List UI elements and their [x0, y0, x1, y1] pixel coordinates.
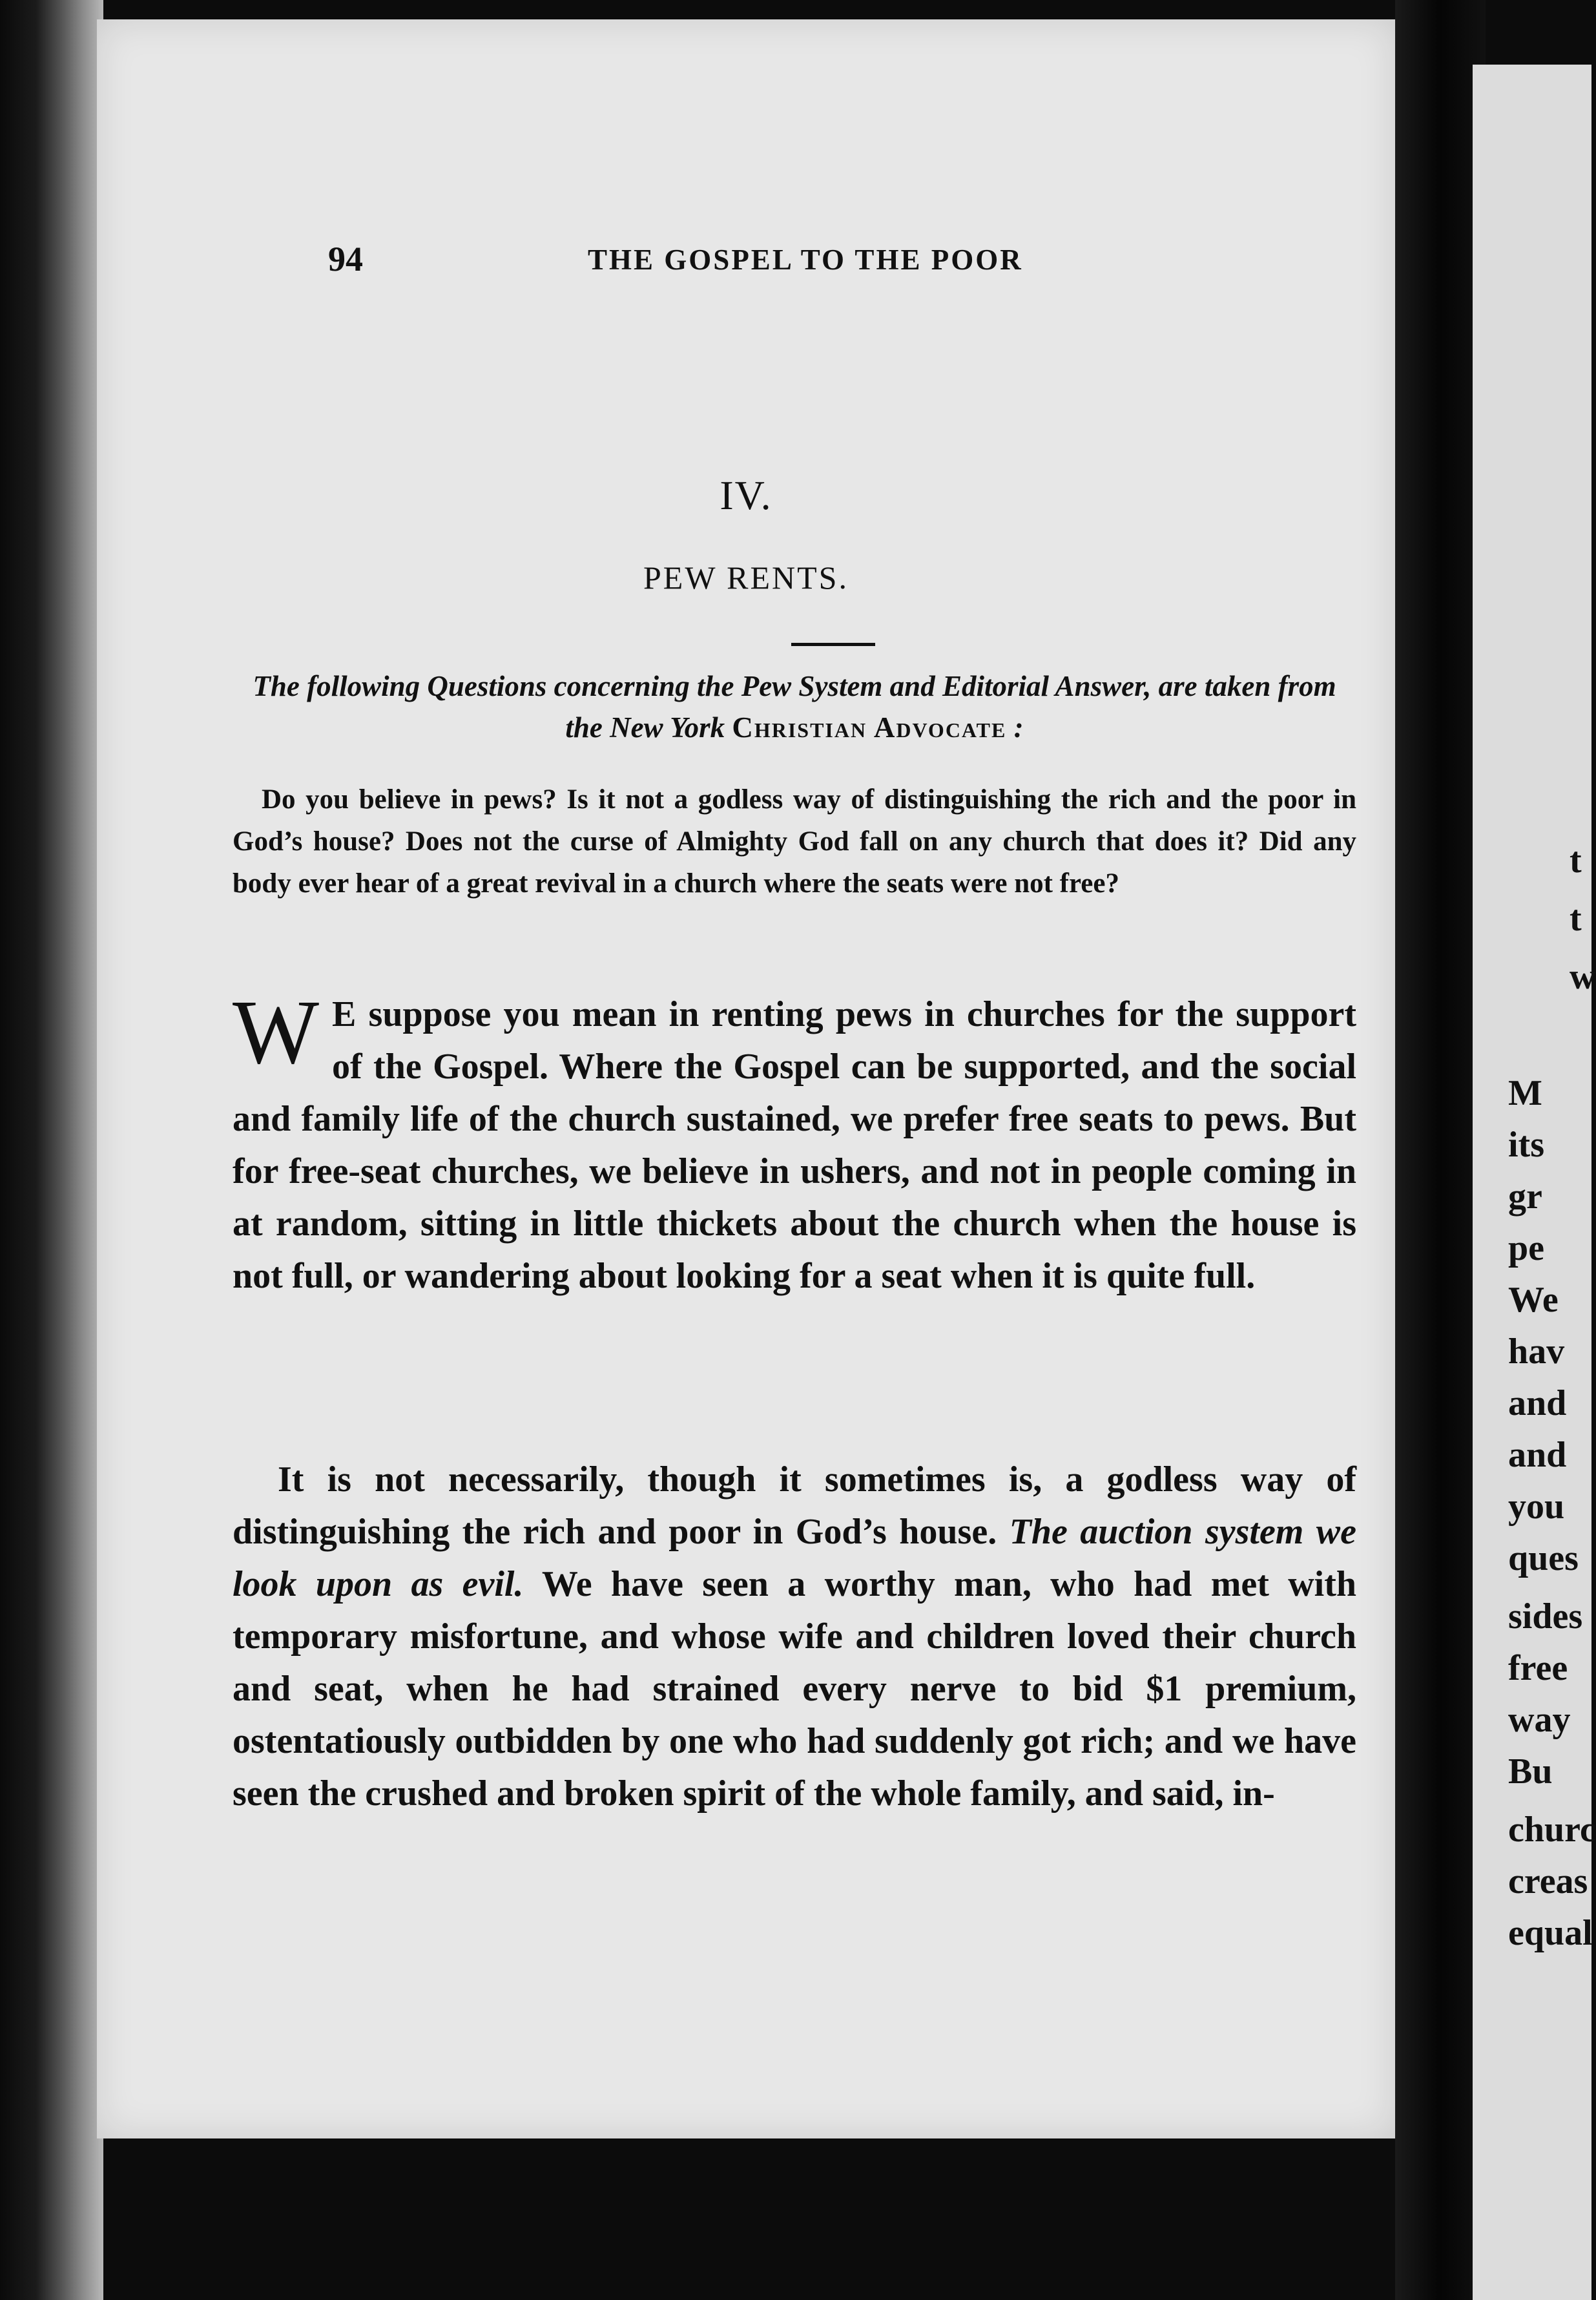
answer-paragraph-1-text: E suppose you mean in renting pews in churches for the support of the Gospel. Where the Gospel can be supported, and the social and family life of the church sustained, we prefer free seats to pews. But for free-seat churches, we believe in ushers, and not in people coming in at random, sitting in little thickets about the church when the house is not full, or wandering about looking for a seat when it is quite full.	[233, 994, 1356, 1296]
page-number: 94	[328, 240, 363, 278]
intro-suffix: :	[1006, 711, 1024, 744]
book-binding-edge	[0, 0, 103, 2300]
answer-paragraph-2-start: It is not necessarily, though it sometimes is, a godless way of distinguishing the rich and poor in God’s house.	[233, 1459, 1356, 1552]
answer-paragraph-2-italic: The auction system we look upon as evil.	[233, 1512, 1356, 1604]
running-title: THE GOSPEL TO THE POOR	[588, 244, 1023, 276]
facing-page-fragment: you	[1508, 1487, 1565, 1527]
facing-page-fragment: hav	[1508, 1332, 1565, 1372]
answer-paragraph-2	[233, 1454, 1356, 1820]
facing-page-fragment: Bu	[1508, 1751, 1553, 1792]
facing-page-fragment: churc	[1508, 1810, 1596, 1850]
facing-page-fragment: We	[1508, 1280, 1559, 1320]
intro-note	[233, 665, 1356, 748]
section-rule	[791, 643, 875, 646]
facing-page-fragment: M	[1508, 1073, 1542, 1113]
facing-page-fragment: pe	[1508, 1228, 1544, 1268]
facing-page-fragment: t	[1570, 899, 1582, 939]
answer-paragraph-2-end: We have seen a worthy man, who had met with temporary misfortune, and whose wife and children loved their church and seat, when he had strained every nerve to bid $1 premium, ostentatiously outbidden by one who had suddenly got rich; and we have seen the crushed and broken spirit of the whole family, and said, in-	[233, 1564, 1357, 1814]
facing-page-fragment: sides	[1508, 1596, 1583, 1636]
facing-page-fragment: ques	[1508, 1538, 1579, 1578]
facing-page-fragment: w	[1570, 957, 1596, 997]
facing-page-text	[1473, 65, 1596, 2300]
facing-page-edge	[1473, 65, 1596, 2300]
facing-page-fragment: gr	[1508, 1176, 1542, 1217]
facing-page-fragment: way	[1508, 1700, 1571, 1740]
facing-page-fragment: equal	[1508, 1913, 1593, 1953]
answer-paragraph-1	[233, 981, 1356, 1302]
facing-page-fragment: its	[1508, 1125, 1544, 1165]
chapter-title: PEW RENTS.	[643, 559, 849, 596]
facing-page-fragment: and	[1508, 1435, 1567, 1475]
facing-page-fragment: t	[1570, 841, 1582, 881]
facing-page-fragment: creas	[1508, 1861, 1588, 1901]
facing-page-fragment: free	[1508, 1648, 1568, 1688]
drop-cap: W	[233, 981, 320, 1083]
intro-text: The following Questions concerning the Pew System and Editorial Answer, are taken from the New York	[253, 670, 1336, 744]
reader-question: Do you believe in pews? Is it not a godless way of distinguishing the rich and the poor in God’s house? Does not the curse of Almighty God fall on any church that does it? Did any body ever hear of a great revival in a church where the seats were not free?	[233, 784, 1356, 899]
publication-name: Christian Advocate	[732, 711, 1007, 744]
running-head	[97, 239, 1395, 297]
facing-page-fragment: and	[1508, 1383, 1567, 1423]
chapter-number: IV.	[720, 472, 772, 518]
book-gutter	[1395, 0, 1486, 2300]
